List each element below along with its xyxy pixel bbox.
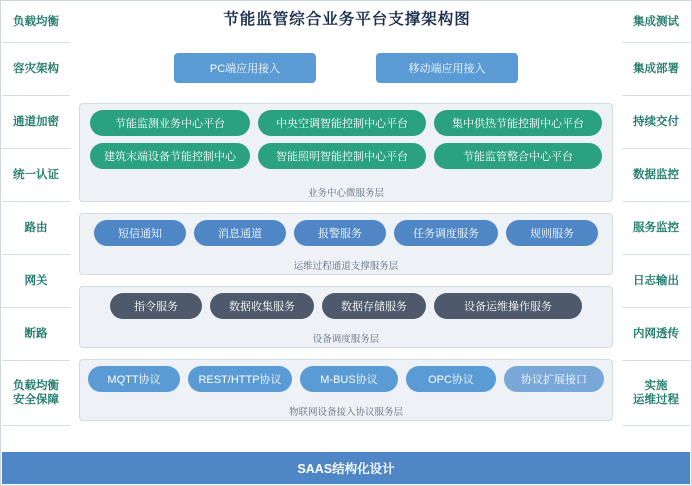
application-access-row bbox=[71, 53, 621, 83]
node-command-service[interactable]: 指令服务 bbox=[110, 293, 202, 319]
node-mqtt-protocol[interactable]: MQTT协议 bbox=[88, 366, 180, 392]
node-rest-http-protocol[interactable]: REST/HTTP协议 bbox=[188, 366, 292, 392]
node-mbus-protocol[interactable]: M-BUS协议 bbox=[300, 366, 398, 392]
layer-ops-row-1 bbox=[80, 214, 612, 246]
layer-device-scheduling bbox=[79, 286, 613, 348]
sidebar-item-unified-auth[interactable]: 统一认证 bbox=[2, 149, 70, 202]
layer-device-row-1 bbox=[80, 287, 612, 319]
sidebar-item-circuit-breaker[interactable]: 断路 bbox=[2, 308, 70, 361]
node-sms-notification[interactable]: 短信通知 bbox=[94, 220, 186, 246]
node-device-ops-service[interactable]: 设备运维操作服务 bbox=[434, 293, 582, 319]
sidebar-item-load-balance[interactable]: 负载均衡 bbox=[2, 2, 70, 43]
sidebar-item-service-monitoring[interactable]: 服务监控 bbox=[622, 202, 690, 255]
sidebar-item-intranet-tunnel[interactable]: 内网透传 bbox=[622, 308, 690, 361]
footer-bar: SAAS结构化设计 bbox=[2, 452, 690, 484]
sidebar-item-log-output[interactable]: 日志输出 bbox=[622, 255, 690, 308]
sidebar-item-channel-encryption[interactable]: 通道加密 bbox=[2, 96, 70, 149]
pc-access-button[interactable]: PC端应用接入 bbox=[174, 53, 316, 83]
mobile-access-button[interactable]: 移动端应用接入 bbox=[376, 53, 518, 83]
sidebar-item-disaster-recovery[interactable]: 容灾架构 bbox=[2, 43, 70, 96]
node-message-channel[interactable]: 消息通道 bbox=[194, 220, 286, 246]
layer-iot-row-1 bbox=[80, 360, 612, 392]
layer-business-center bbox=[79, 103, 613, 202]
node-smart-lighting-platform[interactable]: 智能照明智能控制中心平台 bbox=[258, 143, 426, 169]
sidebar-item-continuous-delivery[interactable]: 持续交付 bbox=[622, 96, 690, 149]
layer-iot-protocol bbox=[79, 359, 613, 421]
layer-business-row-1 bbox=[80, 104, 612, 136]
sidebar-item-load-balance-security[interactable]: 负载均衡 安全保障 bbox=[2, 361, 70, 426]
right-sidebar bbox=[622, 2, 690, 426]
node-data-storage-service[interactable]: 数据存储服务 bbox=[322, 293, 426, 319]
node-district-heating-platform[interactable]: 集中供热节能控制中心平台 bbox=[434, 110, 602, 136]
left-sidebar bbox=[2, 2, 70, 426]
node-opc-protocol[interactable]: OPC协议 bbox=[406, 366, 496, 392]
layer-ops-label: 运维过程通道支撑服务层 bbox=[293, 261, 399, 272]
node-protocol-extension-interface[interactable]: 协议扩展接口 bbox=[504, 366, 604, 392]
layer-ops-support bbox=[79, 213, 613, 275]
layer-business-label: 业务中心微服务层 bbox=[307, 188, 384, 199]
sidebar-item-gateway[interactable]: 网关 bbox=[2, 255, 70, 308]
node-energy-integration-platform[interactable]: 节能监管整合中心平台 bbox=[434, 143, 602, 169]
sidebar-item-data-monitoring[interactable]: 数据监控 bbox=[622, 149, 690, 202]
node-central-ac-platform[interactable]: 中央空调智能控制中心平台 bbox=[258, 110, 426, 136]
sidebar-item-routing[interactable]: 路由 bbox=[2, 202, 70, 255]
layer-device-label: 设备调度服务层 bbox=[312, 334, 380, 345]
node-rule-service[interactable]: 规则服务 bbox=[506, 220, 598, 246]
sidebar-item-implementation-ops[interactable]: 实施 运维过程 bbox=[622, 361, 690, 426]
node-task-scheduling-service[interactable]: 任务调度服务 bbox=[394, 220, 498, 246]
page-title: 节能监管综合业务平台支撑架构图 bbox=[223, 11, 471, 28]
layer-iot-label: 物联网设备接入协议服务层 bbox=[288, 407, 403, 418]
diagram-center bbox=[71, 31, 621, 449]
node-alarm-service[interactable]: 报警服务 bbox=[294, 220, 386, 246]
node-data-collection-service[interactable]: 数据收集服务 bbox=[210, 293, 314, 319]
sidebar-item-integration-deploy[interactable]: 集成部署 bbox=[622, 43, 690, 96]
node-building-terminal-platform[interactable]: 建筑末端设备节能控制中心 bbox=[90, 143, 250, 169]
node-energy-monitor-platform[interactable]: 节能监测业务中心平台 bbox=[90, 110, 250, 136]
layer-business-row-2 bbox=[80, 136, 612, 169]
sidebar-item-integration-test[interactable]: 集成测试 bbox=[622, 2, 690, 43]
